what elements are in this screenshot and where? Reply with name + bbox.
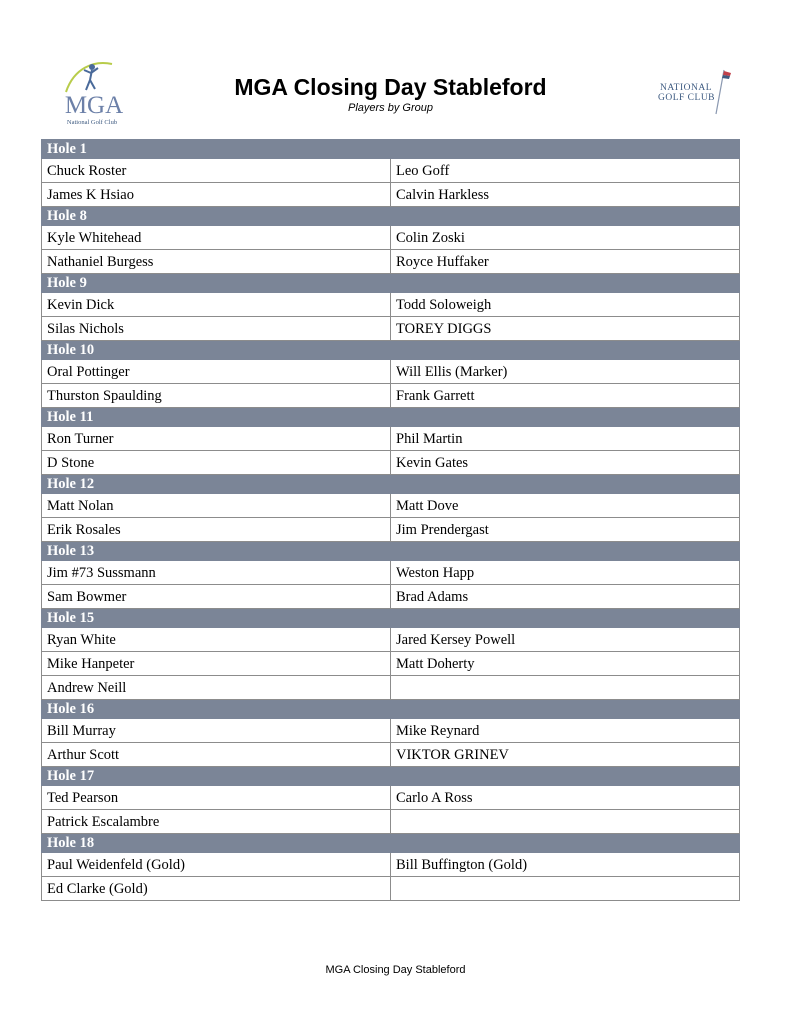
player-cell: Calvin Harkless <box>391 183 740 207</box>
player-cell: Kevin Gates <box>391 451 740 475</box>
player-cell: Royce Huffaker <box>391 250 740 274</box>
player-cell: Bill Buffington (Gold) <box>391 853 740 877</box>
player-row <box>42 250 740 274</box>
player-cell: Brad Adams <box>391 585 740 609</box>
player-cell: Kyle Whitehead <box>42 226 391 250</box>
player-row <box>42 518 740 542</box>
hole-header-row <box>42 834 740 853</box>
page-title: MGA Closing Day Stableford <box>234 74 547 100</box>
player-cell: Jared Kersey Powell <box>391 628 740 652</box>
player-cell: Jim #73 Sussmann <box>42 561 391 585</box>
hole-header-row <box>42 767 740 786</box>
mga-subtitle: National Golf Club <box>66 119 118 126</box>
player-cell: James K Hsiao <box>42 183 391 207</box>
player-cell: Frank Garrett <box>391 384 740 408</box>
player-row <box>42 810 740 834</box>
hole-label: Hole 9 <box>42 274 740 293</box>
hole-label: Hole 13 <box>42 542 740 561</box>
player-cell <box>391 877 740 901</box>
player-row <box>42 585 740 609</box>
player-row <box>42 743 740 767</box>
player-row <box>42 719 740 743</box>
player-cell: Kevin Dick <box>42 293 391 317</box>
player-cell: Erik Rosales <box>42 518 391 542</box>
hole-header-row <box>42 542 740 561</box>
player-row <box>42 159 740 183</box>
player-cell: VIKTOR GRINEV <box>391 743 740 767</box>
player-row <box>42 451 740 475</box>
player-cell: Matt Dove <box>391 494 740 518</box>
player-cell: Chuck Roster <box>42 159 391 183</box>
player-cell: Arthur Scott <box>42 743 391 767</box>
hole-header-row <box>42 341 740 360</box>
player-cell: D Stone <box>42 451 391 475</box>
hole-label: Hole 1 <box>42 140 740 159</box>
ngc-line-1: NATIONAL <box>660 83 713 93</box>
hole-header-row <box>42 475 740 494</box>
hole-label: Hole 11 <box>42 408 740 427</box>
player-cell: Nathaniel Burgess <box>42 250 391 274</box>
hole-label: Hole 10 <box>42 341 740 360</box>
player-cell <box>391 810 740 834</box>
player-cell: Ryan White <box>42 628 391 652</box>
hole-header-row <box>42 207 740 226</box>
player-row <box>42 786 740 810</box>
player-row <box>42 628 740 652</box>
player-cell: Jim Prendergast <box>391 518 740 542</box>
player-cell: Weston Happ <box>391 561 740 585</box>
hole-label: Hole 17 <box>42 767 740 786</box>
player-cell: Andrew Neill <box>42 676 391 700</box>
hole-header-row <box>42 609 740 628</box>
hole-label: Hole 12 <box>42 475 740 494</box>
player-cell: Thurston Spaulding <box>42 384 391 408</box>
player-cell: Silas Nichols <box>42 317 391 341</box>
player-cell: Will Ellis (Marker) <box>391 360 740 384</box>
hole-header-row <box>42 408 740 427</box>
player-cell: Paul Weidenfeld (Gold) <box>42 853 391 877</box>
player-row <box>42 652 740 676</box>
player-row <box>42 360 740 384</box>
player-cell: Ron Turner <box>42 427 391 451</box>
groups-table <box>41 139 740 901</box>
player-cell: Phil Martin <box>391 427 740 451</box>
player-cell: Todd Soloweigh <box>391 293 740 317</box>
player-cell: Oral Pottinger <box>42 360 391 384</box>
hole-label: Hole 16 <box>42 700 740 719</box>
ngc-line-2: GOLF CLUB <box>658 93 716 103</box>
player-row <box>42 427 740 451</box>
hole-label: Hole 18 <box>42 834 740 853</box>
mga-letters: MGA <box>64 92 124 119</box>
page-footer: MGA Closing Day Stableford <box>325 964 466 976</box>
player-cell: TOREY DIGGS <box>391 317 740 341</box>
player-row <box>42 494 740 518</box>
player-cell <box>391 676 740 700</box>
player-row <box>42 676 740 700</box>
player-row <box>42 561 740 585</box>
page-subtitle: Players by Group <box>348 102 433 114</box>
hole-label: Hole 15 <box>42 609 740 628</box>
player-row <box>42 384 740 408</box>
player-row <box>42 226 740 250</box>
player-row <box>42 853 740 877</box>
player-cell: Bill Murray <box>42 719 391 743</box>
player-cell: Colin Zoski <box>391 226 740 250</box>
player-cell: Patrick Escalambre <box>42 810 391 834</box>
player-cell: Leo Goff <box>391 159 740 183</box>
player-row <box>42 317 740 341</box>
player-cell: Carlo A Ross <box>391 786 740 810</box>
player-cell: Ed Clarke (Gold) <box>42 877 391 901</box>
hole-label: Hole 8 <box>42 207 740 226</box>
player-cell: Mike Reynard <box>391 719 740 743</box>
player-cell: Sam Bowmer <box>42 585 391 609</box>
hole-header-row <box>42 274 740 293</box>
hole-header-row <box>42 140 740 159</box>
player-cell: Matt Nolan <box>42 494 391 518</box>
player-row <box>42 293 740 317</box>
player-row <box>42 877 740 901</box>
player-cell: Mike Hanpeter <box>42 652 391 676</box>
hole-header-row <box>42 700 740 719</box>
player-cell: Matt Doherty <box>391 652 740 676</box>
player-cell: Ted Pearson <box>42 786 391 810</box>
player-row <box>42 183 740 207</box>
